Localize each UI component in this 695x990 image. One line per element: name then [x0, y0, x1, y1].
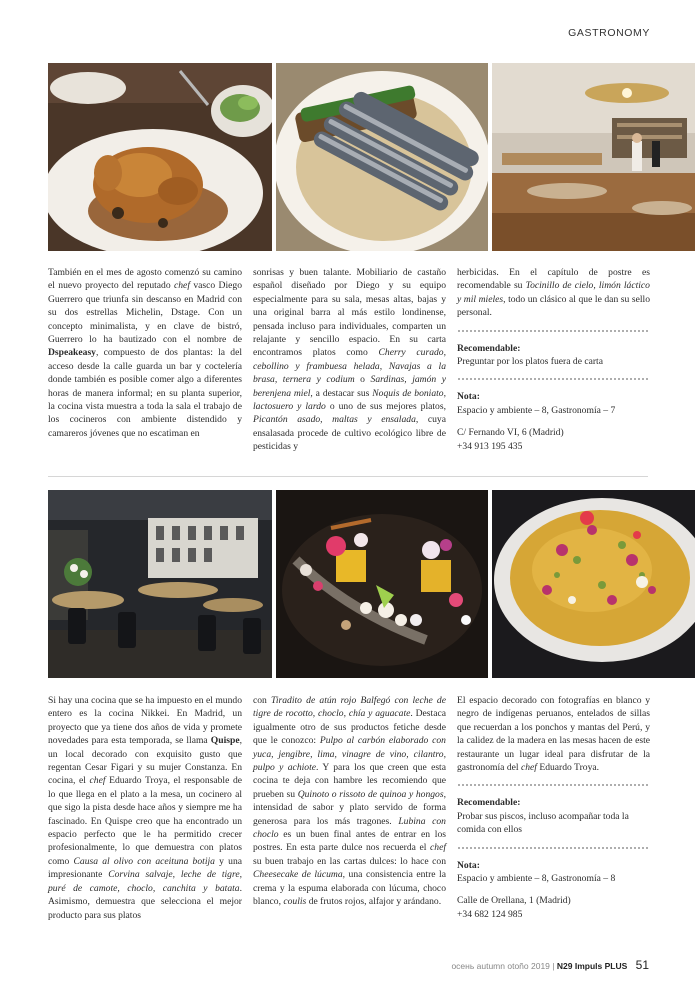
photo-roast-chicken [48, 63, 272, 251]
text-run: o [354, 374, 371, 386]
phone: +34 682 124 985 [457, 908, 523, 920]
text-run: El espacio decorado con fotografías en blanco y negro de indígenas peruanos, entelados de sillas que recuerdan a los ponchos y mantas del Perú, y la calidez de la madera en las mesas hacen de este restaurante un lugar ideal para disfrutar de la gastronomía del [457, 695, 650, 774]
note-text: Espacio y ambiente – 8, Gastronomía – 8 [457, 873, 616, 885]
text-run: de frutos rojos, alfajor y arándano. [306, 896, 442, 908]
text-run: herbicidas. En el capítulo de postre es recomendable su [457, 267, 650, 292]
text-run: una consistencia entre la crema y la espuma elaborada con lúcuma, choco blanco, [253, 869, 446, 908]
phone: +34 913 195 435 [457, 440, 523, 452]
text-run: es un buen final antes de entrar en los postres. En esta parte dulce nos recuerda el [253, 829, 446, 854]
dstage-paragraph-2 [253, 266, 446, 454]
italic-run: Corvina salvaje, leche de tigre, puré de camote, choclo, canchita y batata [48, 869, 242, 894]
italic-run: Quinoto o rissoto de quinoa y hongos [297, 788, 444, 800]
dstage-column-2 [253, 266, 446, 454]
italic-run: Cheesecake de lúcuma, [253, 869, 346, 881]
text-run: . Y para los que creen que esta cocina te deja con hambre les recomiendo que prueben su [253, 762, 446, 800]
text-run: . Destaca igualmente otro de sus productos fetiche desde que le conozco: [253, 708, 446, 747]
quispe-paragraph-2 [253, 694, 446, 909]
text-run: Si hay una cocina que se ha impuesto en el mundo entero es la cocina Nikkei. En Madrid, un proyecto que ya tiene dos años de vida y promete novedades para esta temporada, se llama [48, 695, 242, 747]
text-run: , todo un clásico al que le dan su sello personal. [457, 293, 650, 319]
address: Calle de Orellana, 1 (Madrid) [457, 895, 571, 907]
address: C/ Fernando VI, 6 (Madrid) [457, 427, 564, 439]
photo-causa-dish [276, 490, 488, 678]
recommended-label: Recomendable: [457, 797, 521, 809]
section-divider [48, 476, 648, 477]
quispe-paragraph-3 [457, 694, 650, 774]
text-run: o uno de sus mejores platos, [325, 401, 446, 413]
text-run: vasco Diego Guerrero que triunfa sin descanso en Madrid con su dos estrellas Michelin, Dstage. Con un concepto minimalista, y en clave de bistró, Guerrero lo ha bautizado con el nombre de [48, 280, 242, 346]
note-label: Nota: [457, 859, 480, 871]
dstage-column-3 [457, 266, 650, 453]
text-run: , un local decorado con exquisito gusto que regentan Cesar Figari y su mujer Constanza. En cocina, el [48, 735, 242, 787]
italic-run: coulis [283, 896, 307, 908]
dstage-paragraph-3 [457, 266, 650, 320]
dotted-divider [457, 329, 650, 333]
footer-separator: | [552, 961, 555, 971]
quispe-column-1 [48, 694, 242, 922]
italic-run: chef [89, 775, 106, 787]
text-run: Eduardo Troya. [536, 762, 600, 774]
italic-run: chef [430, 842, 446, 854]
photo-quispe-interior [48, 490, 272, 678]
section-label: GASTRONOMY [568, 27, 650, 39]
italic-run: Pulpo al carbón elaborado con yuca, jengibre, lima, vinagre de vino, cilantro, pulpo y achiote [253, 735, 446, 774]
text-run: , a destacar sus [310, 387, 373, 399]
text-run: , cuya ensalasada procede de cultivo ecológico libre de pesticidas y [253, 414, 446, 453]
italic-run: chef [520, 762, 537, 774]
dstage-column-1 [48, 266, 242, 440]
page-number: 51 [635, 958, 649, 972]
recommended-text: Probar sus piscos, incluso acompañar toda la comida con ellos [457, 810, 629, 836]
photo-sardines [276, 63, 488, 251]
note-text: Espacio y ambiente – 8, Gastronomía – 7 [457, 404, 616, 416]
footer-season: осень autumn otoño 2019 [451, 961, 550, 971]
recommended-text: Preguntar por los platos fuera de carta [457, 356, 603, 368]
footer-magazine: N29 Impuls PLUS [556, 961, 628, 971]
italic-run: Sardinas, jamón y berenjena miel [253, 374, 446, 399]
dotted-divider [457, 377, 650, 381]
text-run: su buen trabajo en las cartas dulces: lo hace con [253, 855, 446, 867]
dotted-divider [457, 783, 650, 787]
photo-dstage-interior [492, 63, 695, 251]
italic-run: Tocinillo de cielo, limón láctico y mil mieles [457, 280, 650, 305]
quispe-paragraph-1 [48, 694, 242, 922]
bold-run: Quispe [210, 735, 240, 747]
italic-run: chef [174, 280, 190, 292]
italic-run: Cherry curado, cebollino y frambuesa helada, Navajas a la brasa, ternera y codium [253, 347, 447, 386]
bold-run: Dspeakeasy [48, 347, 96, 359]
recommended-label: Recomendable: [457, 342, 521, 354]
dstage-paragraph-1 [48, 266, 242, 440]
italic-run: Noquis de boniato, lactosuero y lardo [253, 387, 446, 413]
photo-quinoa-dish [492, 490, 695, 678]
text-run: También en el mes de agosto comenzó su camino el nuevo proyecto del reputado [48, 267, 242, 292]
italic-run: Picantón asado, maltas y ensalada [253, 414, 416, 426]
dotted-divider [457, 846, 650, 850]
text-run: y una impresionante [48, 855, 242, 881]
text-run: Eduardo Troya, el responsable de lo que llega en el plato a la mesa, un cocinero al que sigo la pista desde hace años y siempre me ha fascinado. En Quispe creo que ha encontrado un espacio perfecto que le ha permitido crecer profesionalmente, lo que demuestra con platos como [48, 775, 242, 867]
quispe-column-2 [253, 694, 446, 909]
page-footer [451, 958, 649, 972]
note-label: Nota: [457, 391, 480, 403]
italic-run: Tiradito de atún rojo Balfegó con leche de tigre de rocotto, choclo, chía y aguacate [253, 695, 446, 720]
text-run: sonrisas y buen talante. Mobiliario de castaño español diseñado por Diego y su equipo especialmente para su sala, mesas altas, bajas y una original barra al más estilo londinense, pensada incluso para individuales, comparten un relajante y sencillo espacio. En su carta encontramos platos como [253, 267, 446, 359]
text-run: con [253, 695, 272, 706]
text-run: . Asimismo, demuestra que selecciona el mejor producto para sus platos [48, 882, 242, 921]
italic-run: Lubina con choclo [253, 815, 446, 841]
italic-run: Causa al olivo con aceituna botija [73, 855, 215, 867]
text-run: , intensidad de sabor y plato servido de forma generosa para los más tragones. [253, 788, 446, 827]
quispe-column-3 [457, 694, 650, 921]
text-run: , compuesto de dos plantas: la del acceso desde la calle guarda un bar y coctelería donde también es posible comer algo a diferentes horas de manera informal; en su planta superior, la cocina vista muestra a toda la sala el trabajo de los cocineros con ambiente distendido y camareros jóvenes que no escatiman en [48, 347, 242, 439]
